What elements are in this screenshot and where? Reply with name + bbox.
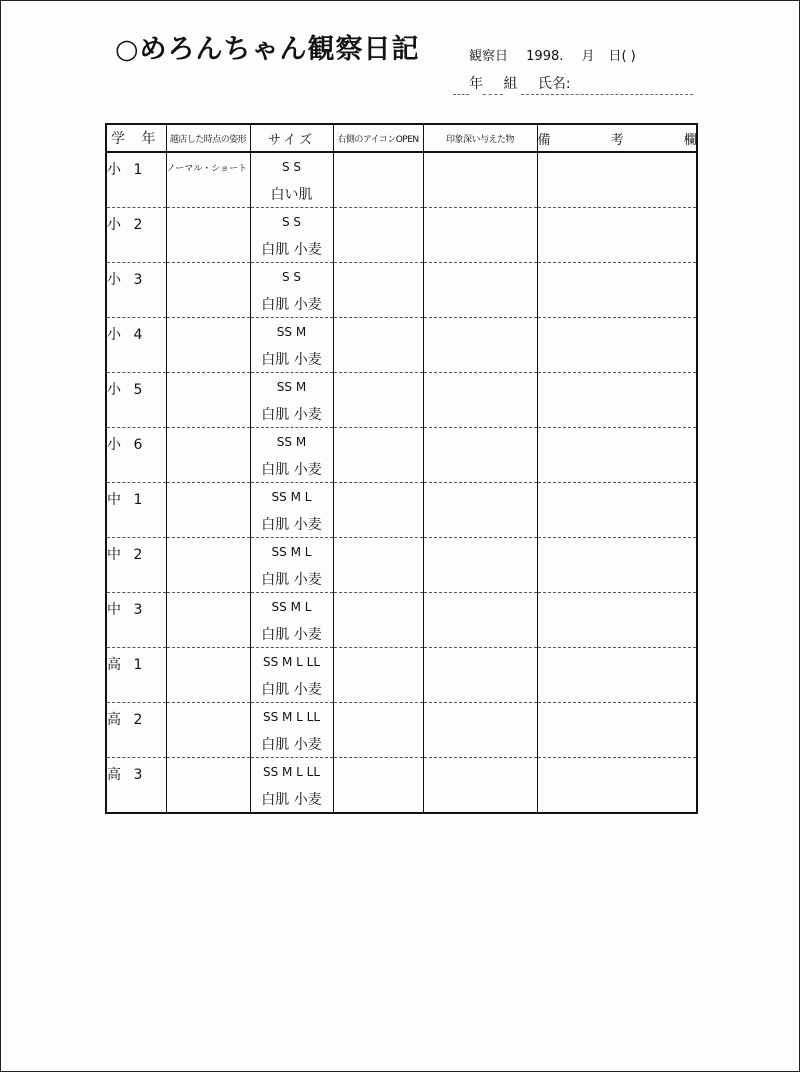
icon-open-cell[interactable] <box>333 208 423 263</box>
gift-cell[interactable] <box>423 208 537 263</box>
icon-open-cell[interactable] <box>333 152 423 208</box>
notes-cell[interactable] <box>537 758 697 814</box>
form-cell <box>166 648 250 703</box>
observation-date-line <box>469 45 650 64</box>
grade-cell: 高 3 <box>106 758 166 814</box>
grade-cell: 小 4 <box>106 318 166 373</box>
icon-open-cell[interactable] <box>333 648 423 703</box>
notes-cell[interactable] <box>537 152 697 208</box>
skin-cell: 白肌 小麦 <box>250 290 333 318</box>
table-row <box>106 593 697 621</box>
gift-cell[interactable] <box>423 428 537 483</box>
notes-cell[interactable] <box>537 593 697 648</box>
skin-cell: 白肌 小麦 <box>250 785 333 813</box>
form-cell <box>166 373 250 428</box>
gift-cell[interactable] <box>423 373 537 428</box>
size-cell: S S <box>250 208 333 236</box>
skin-cell: 白肌 小麦 <box>250 675 333 703</box>
size-cell: SS M L <box>250 483 333 511</box>
grade-cell: 小 2 <box>106 208 166 263</box>
notes-cell[interactable] <box>537 263 697 318</box>
gift-cell[interactable] <box>423 538 537 593</box>
table-row <box>106 758 697 786</box>
header-form: 越店した時点の姿形 <box>166 124 250 152</box>
grade-cell: 小 3 <box>106 263 166 318</box>
table-row <box>106 373 697 401</box>
form-cell <box>166 208 250 263</box>
grade-cell: 小 6 <box>106 428 166 483</box>
name-label: 氏名: <box>537 76 571 92</box>
header-size: サイズ <box>250 124 333 152</box>
icon-open-cell[interactable] <box>333 318 423 373</box>
size-cell: S S <box>250 152 333 180</box>
skin-cell: 白肌 小麦 <box>250 510 333 538</box>
name-blank <box>521 94 693 95</box>
form-cell <box>166 758 250 814</box>
skin-cell: 白肌 小麦 <box>250 455 333 483</box>
notes-cell[interactable] <box>537 318 697 373</box>
gift-cell[interactable] <box>423 318 537 373</box>
notes-cell[interactable] <box>537 703 697 758</box>
icon-open-cell[interactable] <box>333 538 423 593</box>
size-cell: SS M L LL <box>250 758 333 786</box>
grade-cell: 小 1 <box>106 152 166 208</box>
skin-cell: 白肌 小麦 <box>250 620 333 648</box>
gift-cell[interactable] <box>423 593 537 648</box>
size-cell: S S <box>250 263 333 291</box>
notes-cell[interactable] <box>537 538 697 593</box>
gift-cell[interactable] <box>423 483 537 538</box>
size-cell: SS M <box>250 373 333 401</box>
table-row <box>106 208 697 236</box>
grade-blank <box>453 94 469 95</box>
observation-table <box>105 123 725 814</box>
notes-cell[interactable] <box>537 648 697 703</box>
form-cell: ノーマル・ショート <box>166 152 250 208</box>
year-value: 1998. <box>526 49 564 64</box>
table-row <box>106 263 697 291</box>
gift-cell[interactable] <box>423 152 537 208</box>
table-row <box>106 483 697 511</box>
gift-cell[interactable] <box>423 263 537 318</box>
weekday-close: ) <box>630 49 636 64</box>
day-label: 日( <box>608 49 627 64</box>
gift-cell[interactable] <box>423 648 537 703</box>
icon-open-cell[interactable] <box>333 703 423 758</box>
size-cell: SS M L <box>250 538 333 566</box>
form-cell <box>166 483 250 538</box>
student-info-line <box>469 73 587 93</box>
size-cell: SS M L LL <box>250 703 333 731</box>
header-grade: 学 年 <box>106 124 166 152</box>
date-label: 観察日 <box>469 49 509 64</box>
skin-cell: 白肌 小麦 <box>250 345 333 373</box>
icon-open-cell[interactable] <box>333 263 423 318</box>
grade-cell: 中 3 <box>106 593 166 648</box>
grade-cell: 高 2 <box>106 703 166 758</box>
form-cell <box>166 263 250 318</box>
icon-open-cell[interactable] <box>333 373 423 428</box>
header-notes: 備 考 欄 <box>537 124 697 152</box>
grade-cell: 小 5 <box>106 373 166 428</box>
header-gift: 印象深い与えた物 <box>423 124 537 152</box>
notes-cell[interactable] <box>537 373 697 428</box>
notes-cell[interactable] <box>537 208 697 263</box>
skin-cell: 白肌 小麦 <box>250 565 333 593</box>
icon-open-cell[interactable] <box>333 593 423 648</box>
table-header-row <box>106 124 697 152</box>
table-row <box>106 538 697 566</box>
size-cell: SS M <box>250 318 333 346</box>
notes-cell[interactable] <box>537 483 697 538</box>
icon-open-cell[interactable] <box>333 483 423 538</box>
class-label: 組 <box>503 76 518 92</box>
month-label: 月 <box>581 49 595 64</box>
skin-cell: 白肌 小麦 <box>250 400 333 428</box>
page-title: ○めろんちゃん観察日記 <box>115 34 420 65</box>
size-cell: SS M L LL <box>250 648 333 676</box>
skin-cell: 白肌 小麦 <box>250 730 333 758</box>
grade-cell: 中 1 <box>106 483 166 538</box>
header-icon-open: 右側のアイコンOPEN <box>333 124 423 152</box>
table-row <box>106 428 697 456</box>
form-cell <box>166 428 250 483</box>
gift-cell[interactable] <box>423 703 537 758</box>
form-cell <box>166 703 250 758</box>
form-cell <box>166 318 250 373</box>
grade-label: 年 <box>469 76 483 92</box>
gift-cell[interactable] <box>423 758 537 814</box>
table-row <box>106 152 697 180</box>
icon-open-cell[interactable] <box>333 758 423 814</box>
size-cell: SS M L <box>250 593 333 621</box>
size-cell: SS M <box>250 428 333 456</box>
table-row <box>106 318 697 346</box>
class-blank <box>483 94 503 95</box>
skin-cell: 白肌 小麦 <box>250 235 333 263</box>
skin-cell: 白い肌 <box>250 180 333 208</box>
icon-open-cell[interactable] <box>333 428 423 483</box>
grade-cell: 高 1 <box>106 648 166 703</box>
grade-cell: 中 2 <box>106 538 166 593</box>
notes-cell[interactable] <box>537 428 697 483</box>
table-row <box>106 703 697 731</box>
form-cell <box>166 593 250 648</box>
table-row <box>106 648 697 676</box>
form-cell <box>166 538 250 593</box>
